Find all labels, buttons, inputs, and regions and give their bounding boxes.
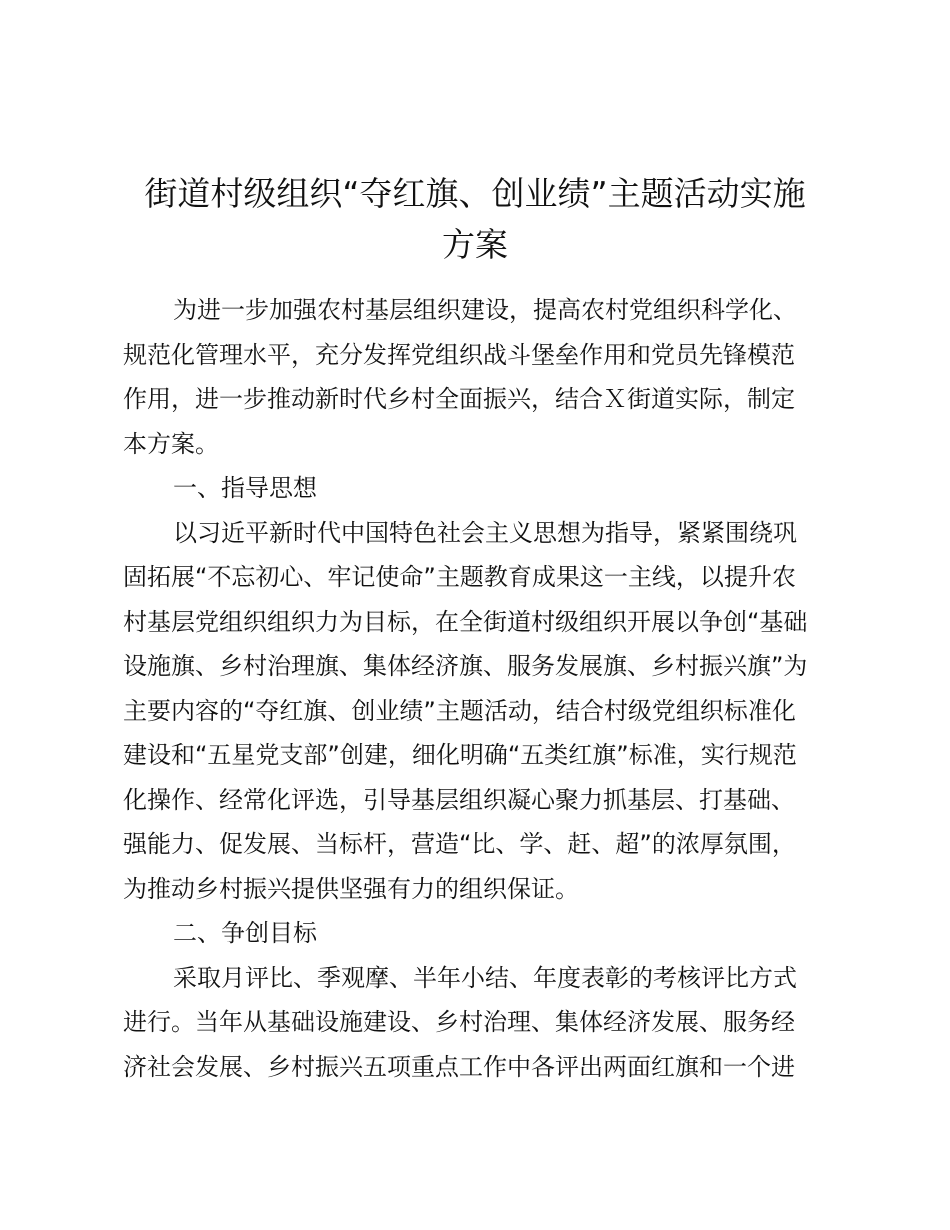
body-line: 强能力、促发展、当标杆，营造“比、学、赶、超”的浓厚氛围， — [123, 830, 796, 858]
body-line: 进行。当年从基础设施建设、乡村治理、集体经济发展、服务经 — [123, 1008, 795, 1036]
title-line-1: 街道村级组织“夺红旗、创业绩”主题活动实施 — [144, 174, 806, 213]
body-line: 一、指导思想 — [173, 474, 317, 502]
body-line: 设施旗、乡村治理旗、集体经济旗、服务发展旗、乡村振兴旗”为 — [123, 652, 808, 680]
body-line: 二、争创目标 — [173, 919, 317, 947]
title-line-2: 方案 — [442, 225, 508, 264]
document-body — [123, 288, 843, 1089]
body-line: 以习近平新时代中国特色社会主义思想为指导，紧紧围绕巩 — [173, 518, 797, 547]
body-line: 本方案。 — [123, 429, 219, 458]
body-line: 建设和“五星党支部”创建，细化明确“五类红旗”标准，实行规范 — [123, 741, 797, 769]
body-line: 村基层党组织组织力为目标，在全街道村级组织开展以争创“基础 — [123, 607, 808, 636]
document-title — [100, 168, 850, 270]
body-line: 主要内容的“夺红旗、创业绩”主题活动，结合村级党组织标准化 — [123, 696, 796, 725]
body-line: 规范化管理水平，充分发挥党组织战斗堡垒作用和党员先锋模范 — [123, 340, 795, 369]
body-line: 为推动乡村振兴提供坚强有力的组织保证。 — [123, 874, 579, 903]
body-line: 固拓展“不忘初心、牢记使命”主题教育成果这一主线，以提升农 — [123, 563, 796, 591]
body-line: 济社会发展、乡村振兴五项重点工作中各评出两面红旗和一个进 — [123, 1052, 795, 1081]
body-line: 采取月评比、季观摩、半年小结、年度表彰的考核评比方式 — [173, 963, 797, 992]
body-line: 作用，进一步推动新时代乡村全面振兴，结合Ｘ街道实际，制定 — [123, 385, 795, 413]
body-line: 为进一步加强农村基层组织建设，提高农村党组织科学化、 — [173, 296, 797, 324]
body-line: 化操作、经常化评选，引导基层组织凝心聚力抓基层、打基础、 — [123, 785, 795, 814]
